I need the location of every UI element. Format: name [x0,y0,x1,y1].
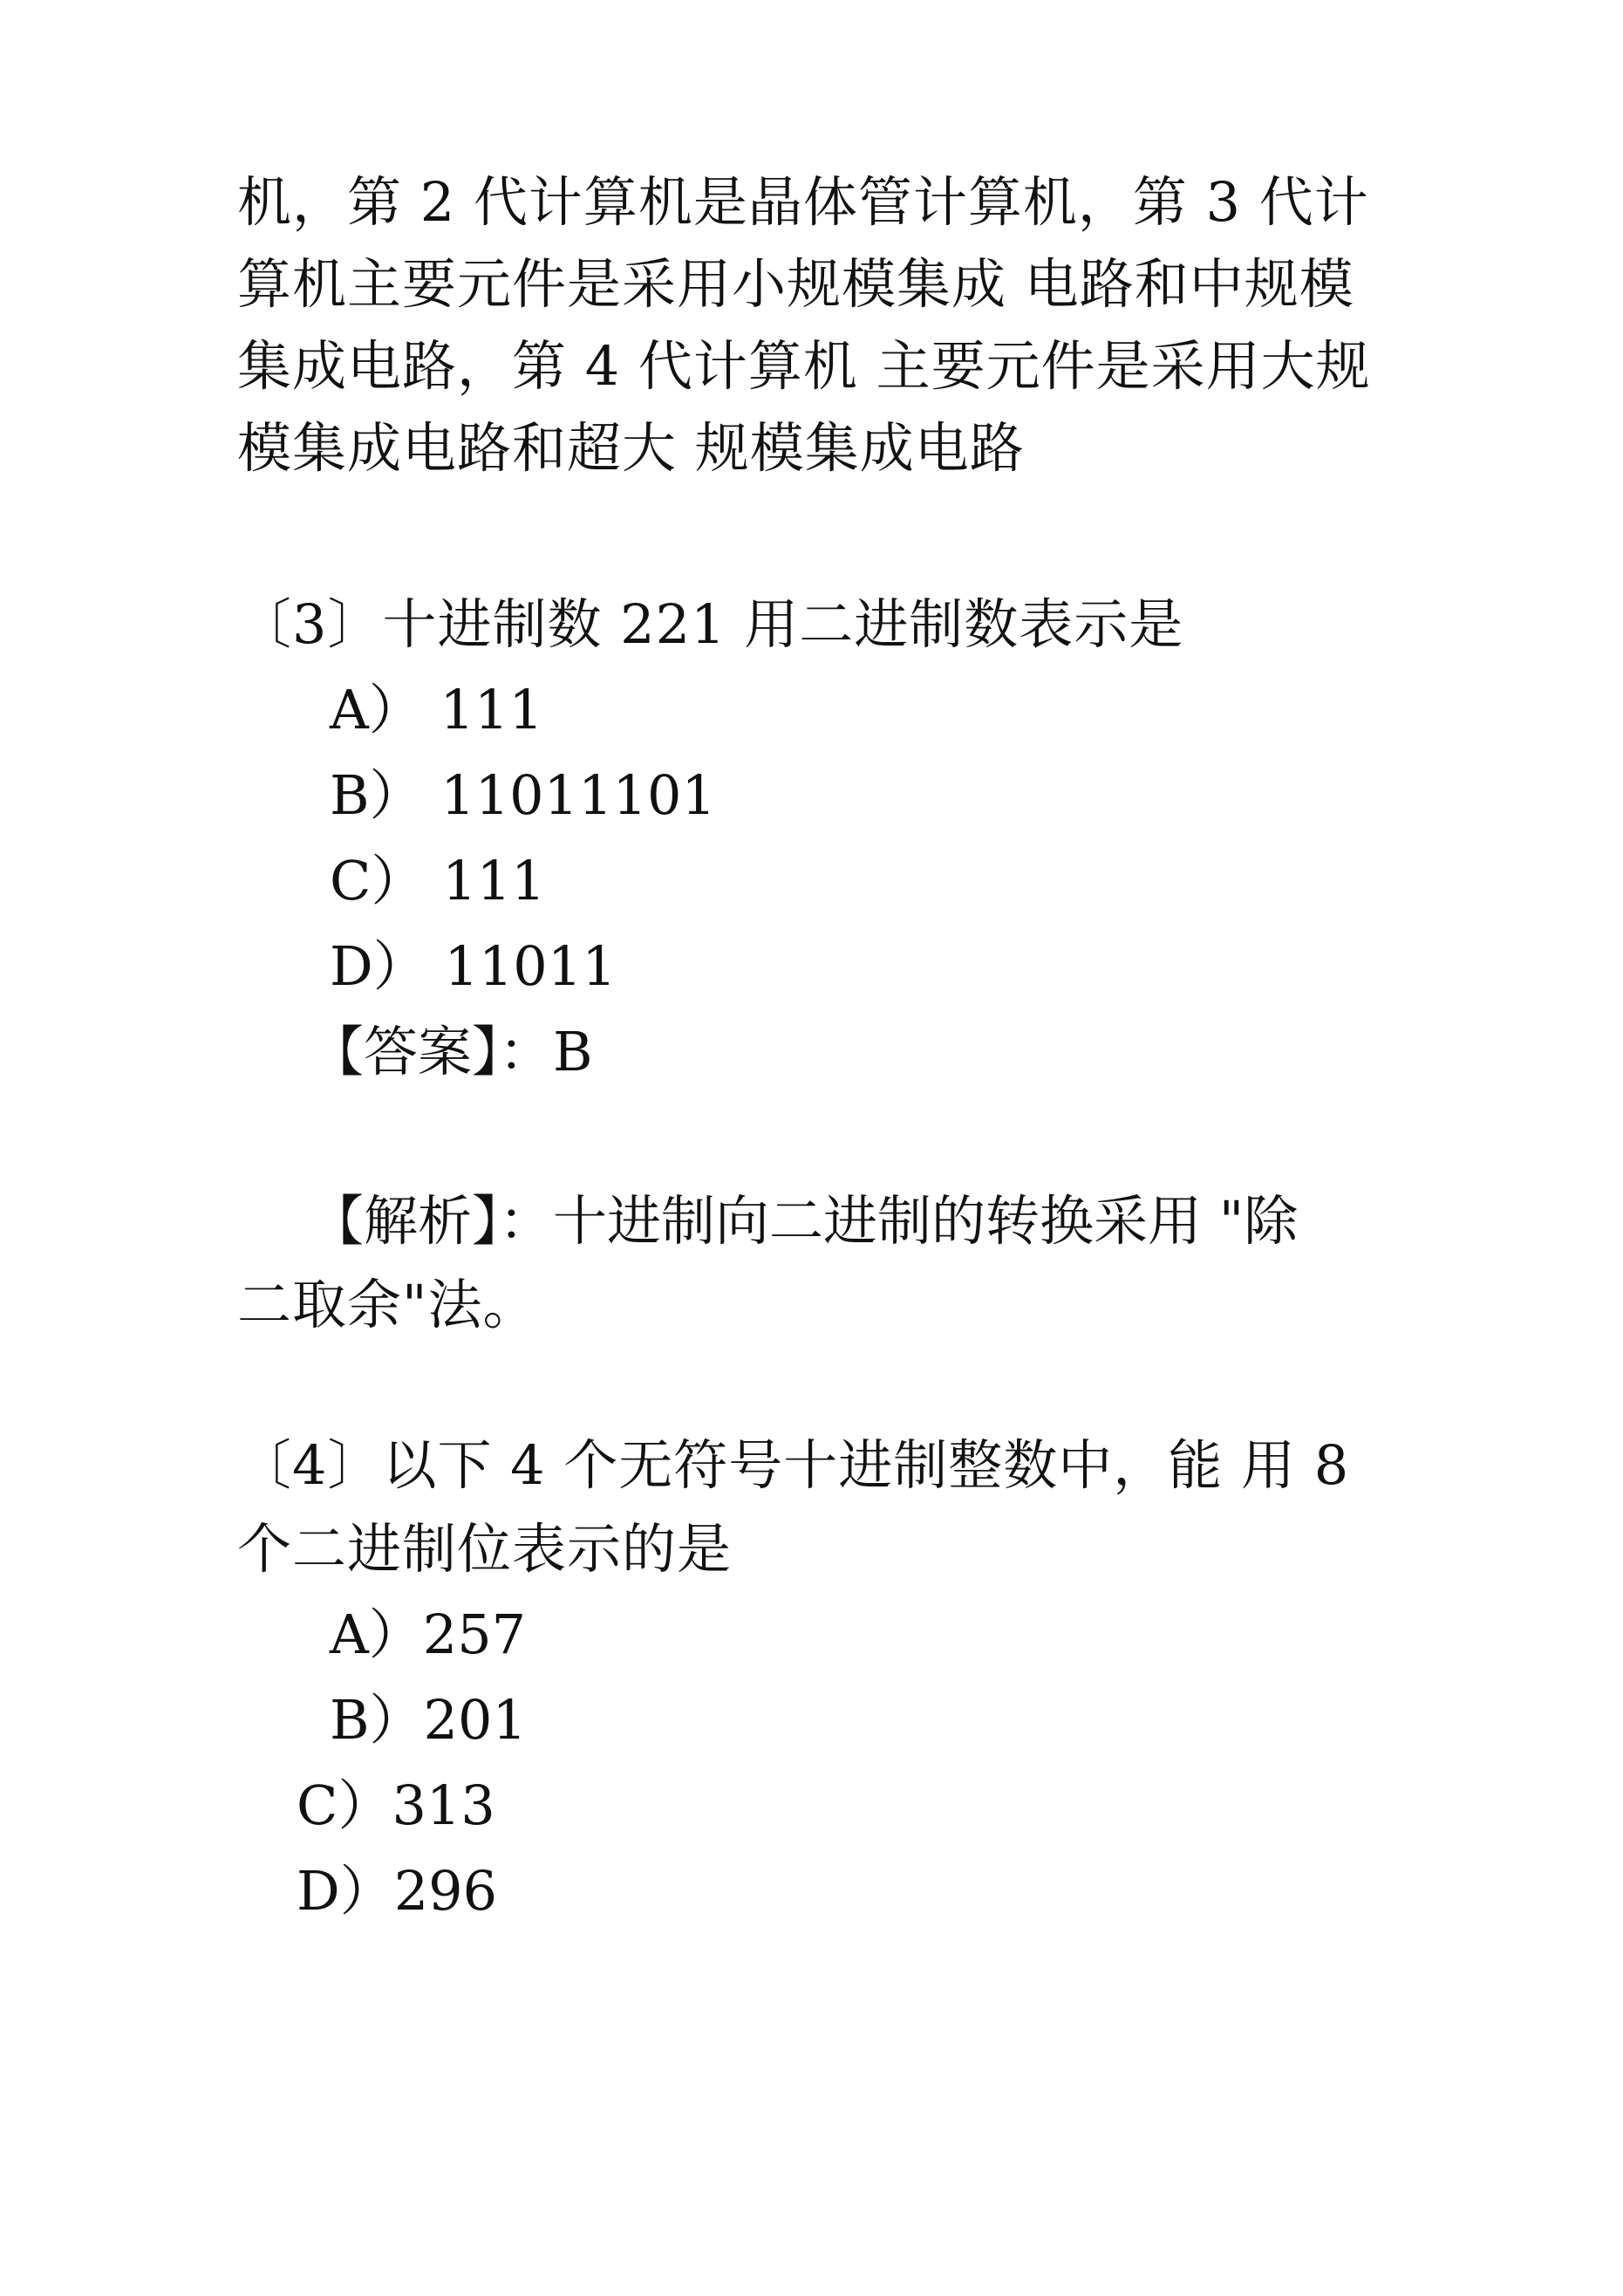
question-4-option-b: B）201 [330,1688,527,1752]
question-4-stem-line-2: 个二进制位表示的是 [237,1517,733,1581]
question-3-analysis-line-2: 二取余"法。 [237,1273,538,1336]
question-3-option-a: A） 111 [330,678,543,741]
question-3-option-b: B） 11011101 [330,763,716,827]
question-3-option-d: D） 11011 [330,934,617,998]
intro-line-3: 集成电路，第 4 代计算机 主要元件是采用大规 [237,334,1371,398]
intro-line-1: 机，第 2 代计算机是晶体管计算机，第 3 代计 [237,170,1369,234]
question-4-option-d: D）296 [297,1859,498,1923]
question-4-option-c: C）313 [297,1773,495,1837]
question-3-analysis-line-1: 【解析】：十进制向二进制的转换采用 "除 [310,1189,1299,1253]
question-3-answer: 【答案】：B [310,1020,593,1083]
intro-line-4: 模集成电路和超大 规模集成电路 [237,416,1025,480]
question-3-option-c: C） 111 [330,849,546,912]
intro-line-2: 算机主要元件是采用小规模集成 电路和中规模 [237,252,1354,316]
question-3-stem: 〔3〕十进制数 221 用二进制数表示是 [237,592,1184,656]
question-4-option-a: A）257 [330,1602,527,1666]
question-4-stem-line-1: 〔4〕以下 4 个无符号十进制整数中，能 用 8 [237,1433,1350,1497]
